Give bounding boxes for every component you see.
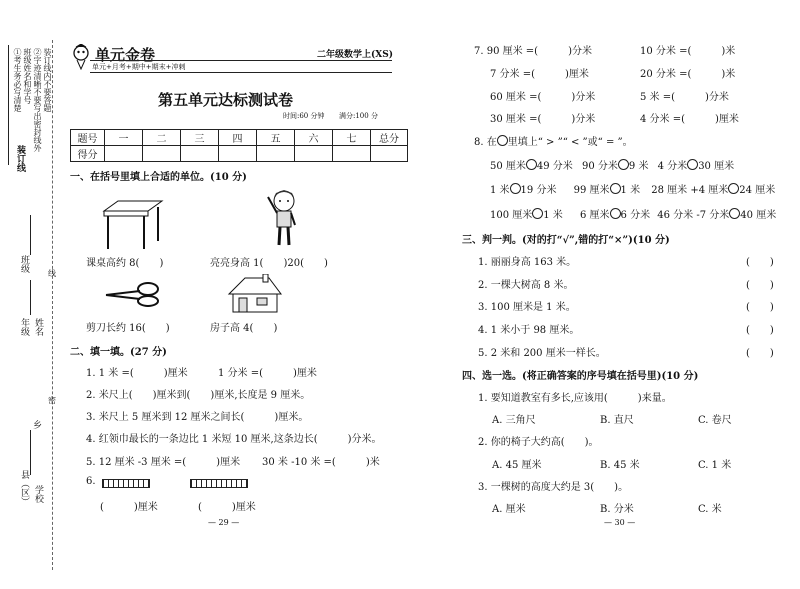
ruler-b-icon xyxy=(190,479,248,488)
s1-desk-question: 课桌高约 8( ) xyxy=(86,258,164,269)
compare-circle[interactable] xyxy=(728,183,739,194)
mascot-logo-icon xyxy=(70,44,92,70)
s3-item: 4. 1 米小于 98 厘米。 xyxy=(478,325,580,336)
s2-q5b: 30 米 -10 米 =( )米 xyxy=(262,457,380,468)
grade-subject: 二年级数学上(XS) xyxy=(317,50,393,60)
score-head-cell: 六 xyxy=(295,130,333,146)
class-label: 班级 xyxy=(19,255,29,273)
s3-item: 1. 丽丽身高 163 米。 xyxy=(478,257,577,268)
page-number-right: — 30 — xyxy=(604,518,636,527)
answer-paren[interactable]: ( ) xyxy=(746,348,774,359)
s3-item: 2. 一棵大树高 8 米。 xyxy=(478,280,574,291)
compare-circle[interactable] xyxy=(526,159,537,170)
answer-paren[interactable]: ( ) xyxy=(746,302,774,313)
q7-item: 4 分米 =( )厘米 xyxy=(640,114,739,125)
exam-time: 时间:60 分钟 xyxy=(283,112,325,120)
township-label: 乡 xyxy=(31,420,41,429)
grade-label: 年级 xyxy=(19,318,29,336)
s4-option: B. 45 米 xyxy=(600,460,640,471)
seal-mark-1: 线 xyxy=(48,269,56,278)
s4-option: C. 米 xyxy=(698,504,722,515)
s2-q6b: ( )厘米 xyxy=(198,502,256,513)
header-rule-2 xyxy=(90,72,392,73)
school-label: 学校 xyxy=(33,485,43,503)
section-2-title: 二、填一填。(27 分) xyxy=(70,347,167,358)
notes-border xyxy=(8,45,9,165)
q8-row-2: 1 米 19 分米 99 厘米 1 米 28 厘米 +4 厘米 24 厘米 xyxy=(490,185,776,196)
s1-house-question: 房子高 4( ) xyxy=(210,323,278,334)
compare-circle[interactable] xyxy=(510,183,521,194)
score-row-label: 得分 xyxy=(71,146,105,162)
s4-option: A. 三角尺 xyxy=(492,415,536,426)
brand-subtitle: 单元+月考+期中+期末+冲刺 xyxy=(92,63,186,71)
q8-title-a: 8. 在 xyxy=(474,137,497,148)
section-1-title: 一、在括号里填上合适的单位。(10 分) xyxy=(70,172,247,183)
score-head-cell: 三 xyxy=(181,130,219,146)
s2-q2: 2. 米尺上( )厘米到( )厘米,长度是 9 厘米。 xyxy=(86,390,311,401)
score-cell[interactable] xyxy=(105,146,143,162)
score-cell[interactable] xyxy=(143,146,181,162)
school-line xyxy=(30,430,31,475)
county-label: 县（区） xyxy=(19,470,29,506)
score-head-cell: 一 xyxy=(105,130,143,146)
score-cell[interactable] xyxy=(371,146,408,162)
s4-q3: 3. 一棵树的高度大约是 3( )。 xyxy=(478,482,629,493)
score-head-cell: 七 xyxy=(333,130,371,146)
s3-item: 3. 100 厘米是 1 米。 xyxy=(478,302,576,313)
blank-circle-icon xyxy=(497,135,508,146)
q8-title xyxy=(474,133,633,148)
section-4-title: 四、选一选。(将正确答案的序号填在括号里)(10 分) xyxy=(462,371,699,382)
q7-item: 60 厘米 =( )分米 xyxy=(490,92,596,103)
name-label: 姓名 xyxy=(33,318,43,336)
note-3: ②字迹清晰不要写出密封线外 xyxy=(33,48,42,152)
boy-figure-icon xyxy=(262,187,306,249)
score-table xyxy=(70,129,408,162)
score-cell[interactable] xyxy=(219,146,257,162)
s4-option: A. 厘米 xyxy=(492,504,526,515)
note-2: 班级姓名和学号 xyxy=(23,48,32,104)
brand-title: 单元金卷 xyxy=(95,46,156,64)
s3-item: 5. 2 米和 200 厘米一样长。 xyxy=(478,348,606,359)
q7-item: 30 厘米 =( )分米 xyxy=(490,114,596,125)
score-cell[interactable] xyxy=(295,146,333,162)
ruler-a-icon xyxy=(102,479,150,488)
seal-label: 装订线 xyxy=(15,145,25,172)
compare-circle[interactable] xyxy=(687,159,698,170)
s4-q1: 1. 要知道教室有多长,应该用( )来量。 xyxy=(478,393,672,404)
compare-circle[interactable] xyxy=(610,183,621,194)
q8-row-3: 100 厘米 1 米 6 厘米 6 分米 46 分米 -7 分米 40 厘米 xyxy=(490,210,777,221)
compare-circle[interactable] xyxy=(729,208,740,219)
compare-circle[interactable] xyxy=(618,159,629,170)
s2-q5a: 5. 12 厘米 -3 厘米 =( )厘米 xyxy=(86,457,241,468)
q8-title-b: 里填上“ > ”“ < ”或“ = ”。 xyxy=(507,137,633,148)
page-number-left: — 29 — xyxy=(208,518,240,527)
s4-option: A. 45 厘米 xyxy=(492,460,542,471)
s1-scissors-question: 剪刀长约 16( ) xyxy=(86,323,170,334)
q7-item: 20 分米 =( )米 xyxy=(640,69,736,80)
desk-icon xyxy=(100,199,164,251)
exam-title: 第五单元达标测试卷 xyxy=(158,91,294,109)
score-head-cell: 总分 xyxy=(371,130,408,146)
dotted-binding-line xyxy=(52,40,53,570)
s2-q3: 3. 米尺上 5 厘米到 12 厘米之间长( )厘米。 xyxy=(86,412,309,423)
class-line xyxy=(30,215,31,255)
score-cell[interactable] xyxy=(181,146,219,162)
q7-item: 10 分米 =( )米 xyxy=(640,46,736,57)
section-3-title: 三、判一判。(对的打“√”,错的打“×”)(10 分) xyxy=(462,235,670,246)
s4-option: B. 直尺 xyxy=(600,415,634,426)
answer-paren[interactable]: ( ) xyxy=(746,325,774,336)
s4-option: C. 1 米 xyxy=(698,460,732,471)
answer-paren[interactable]: ( ) xyxy=(746,257,774,268)
s2-q1a: 1. 1 米 =( )厘米 xyxy=(86,368,188,379)
score-head-cell: 题号 xyxy=(71,130,105,146)
compare-circle[interactable] xyxy=(532,208,543,219)
score-head-cell: 二 xyxy=(143,130,181,146)
scissors-icon xyxy=(104,281,166,307)
compare-circle[interactable] xyxy=(610,208,621,219)
answer-paren[interactable]: ( ) xyxy=(746,280,774,291)
q7-item: 7. 90 厘米 =( )分米 xyxy=(474,46,592,57)
score-head-cell: 四 xyxy=(219,130,257,146)
q8-row-1: 50 厘米 49 分米 90 分米 9 米 4 分米 30 厘米 xyxy=(490,161,735,172)
s4-option: C. 卷尺 xyxy=(698,415,732,426)
s2-q1b: 1 分米 =( )厘米 xyxy=(218,368,317,379)
q7-item: 7 分米 =( )厘米 xyxy=(490,69,589,80)
s1-height-question: 亮亮身高 1( )20( ) xyxy=(210,258,328,269)
s2-q6: 6. xyxy=(86,476,96,487)
exam-full-score: 满分:100 分 xyxy=(339,112,378,120)
s2-q6a: ( )厘米 xyxy=(100,502,158,513)
s4-option: B. 分米 xyxy=(600,504,634,515)
grade-line xyxy=(30,280,31,315)
score-cell[interactable] xyxy=(257,146,295,162)
note-4: 装订线内不要答题 xyxy=(43,48,52,112)
house-icon xyxy=(225,274,283,314)
seal-mark-2: 密 xyxy=(48,396,56,405)
score-cell[interactable] xyxy=(333,146,371,162)
s2-q4: 4. 红领巾最长的一条边比 1 米短 10 厘米,这条边长( )分米。 xyxy=(86,434,382,445)
s4-q2: 2. 你的椅子大约高( )。 xyxy=(478,437,599,448)
q7-item: 5 米 =( )分米 xyxy=(640,92,729,103)
score-head-cell: 五 xyxy=(257,130,295,146)
note-1: ①考生务必写清楚 xyxy=(13,48,22,112)
header-rule xyxy=(90,60,392,61)
